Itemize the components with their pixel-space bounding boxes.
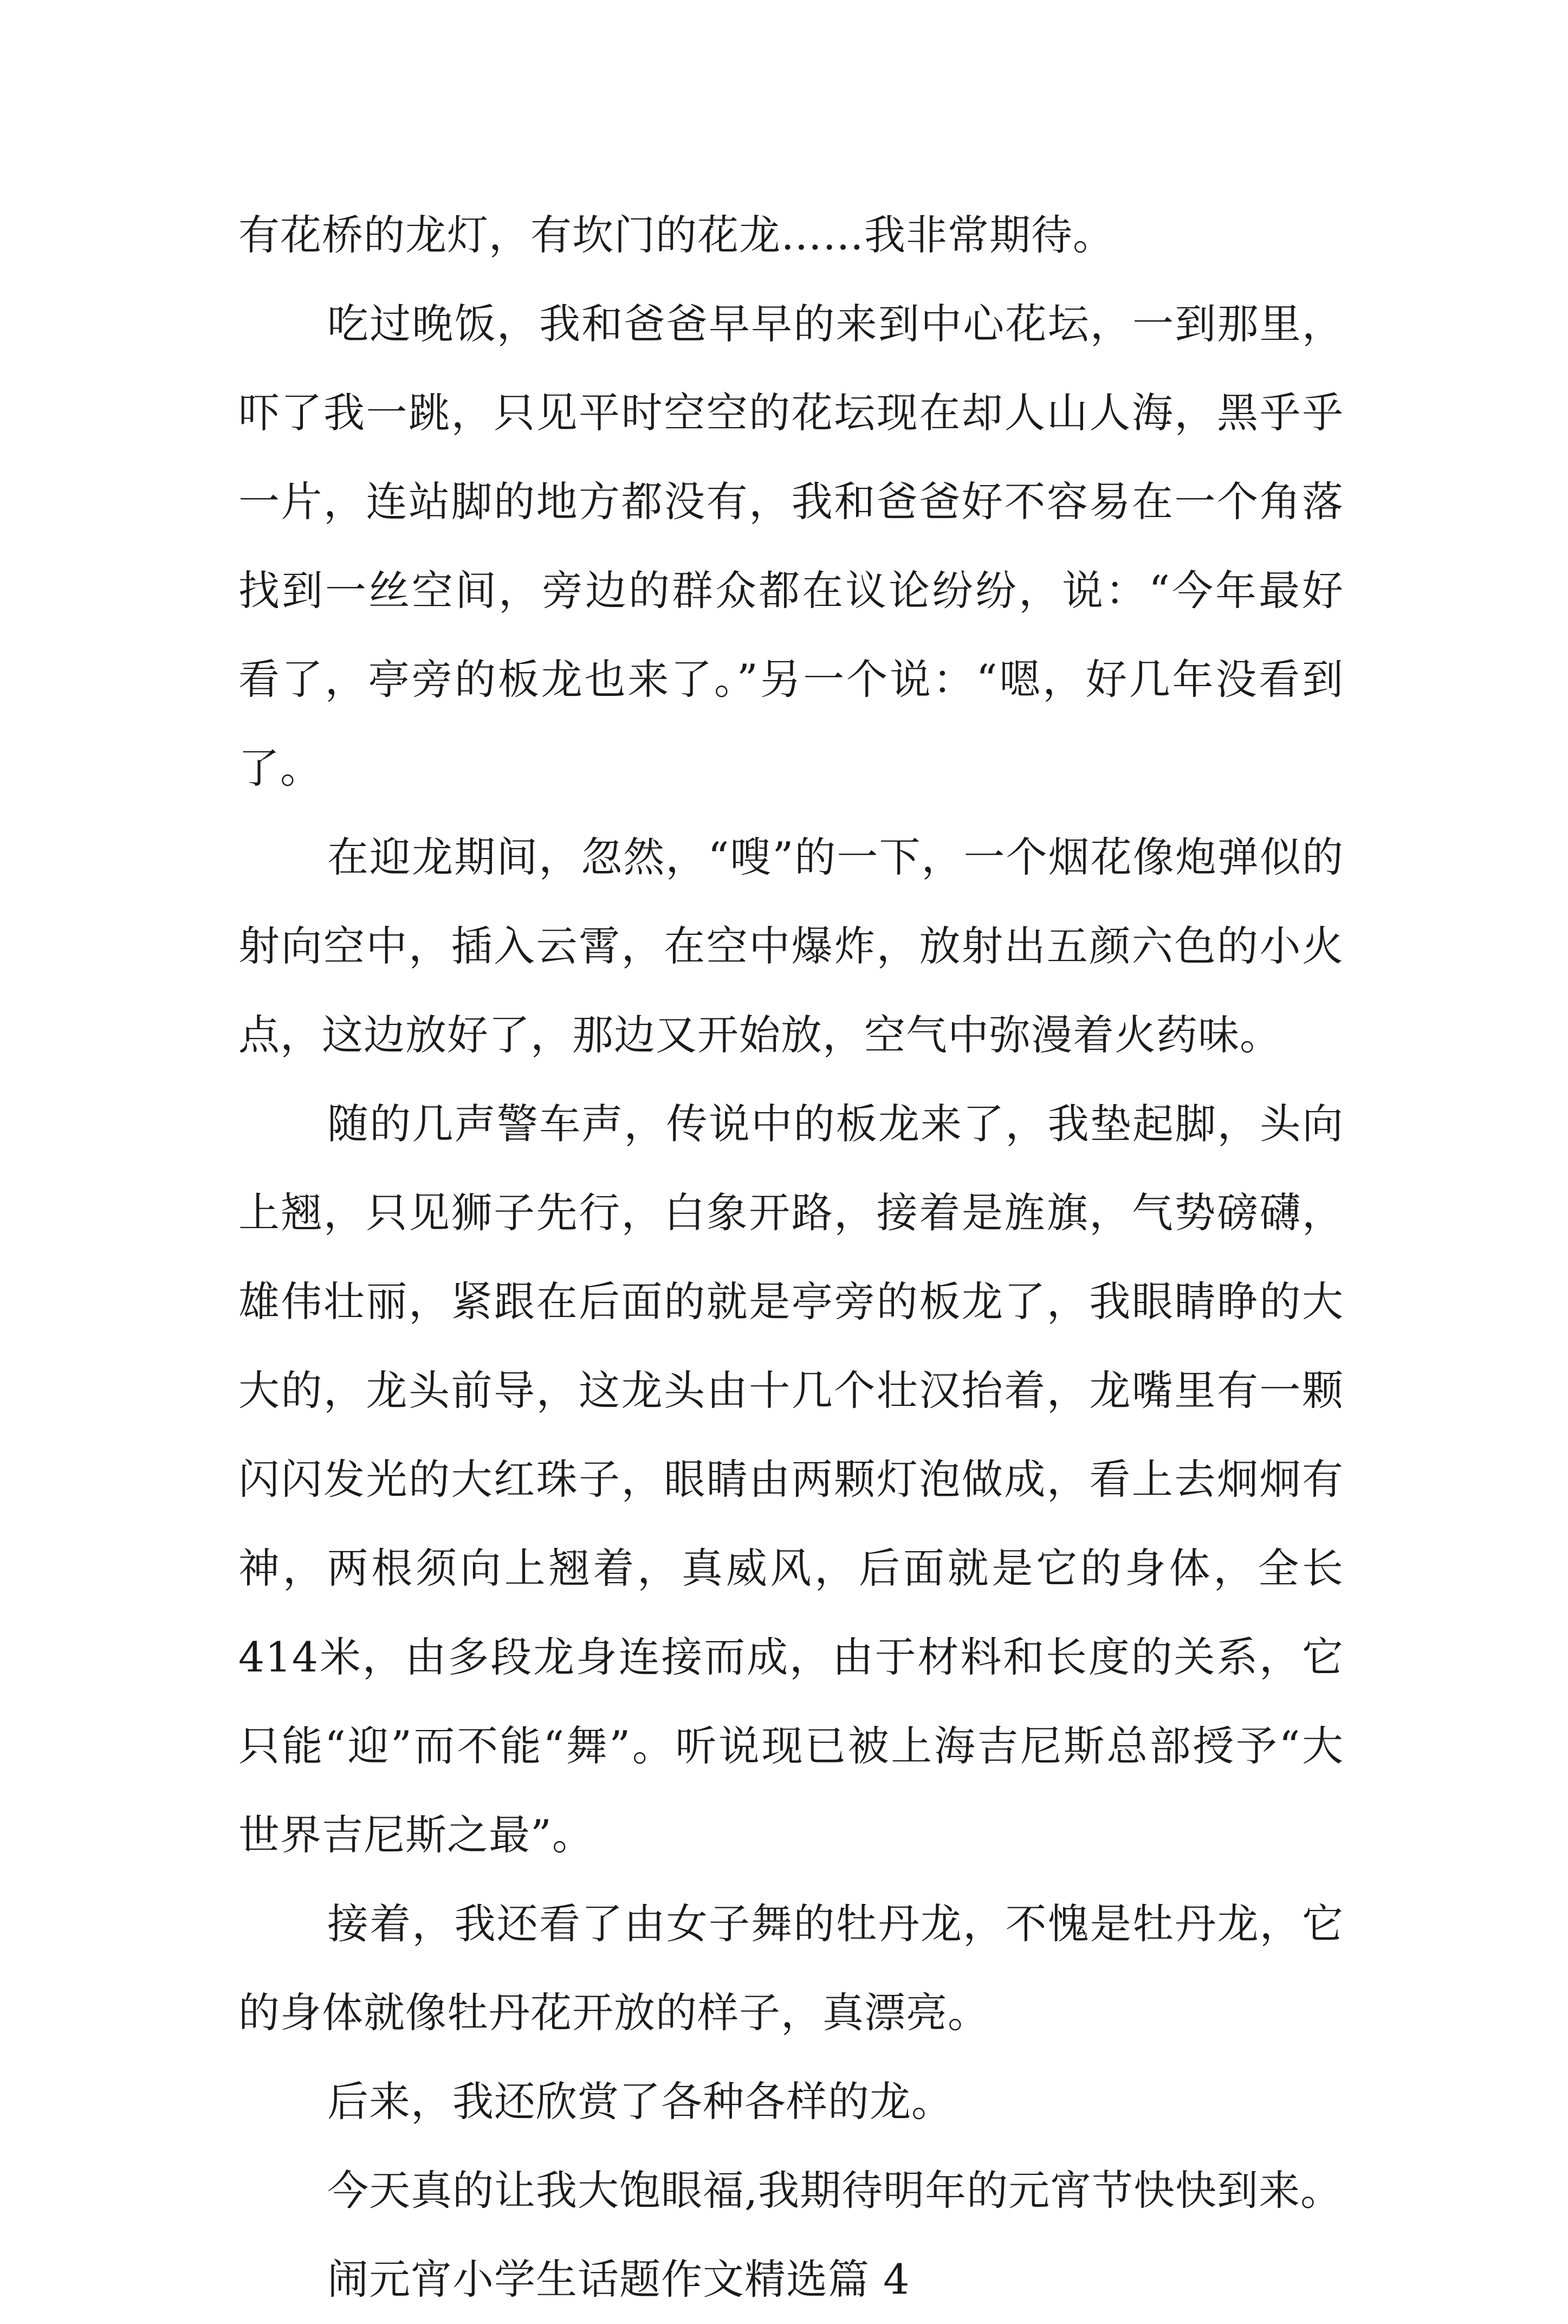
paragraph-dinner-square: 吃过晚饭，我和爸爸早早的来到中心花坛，一到那里，吓了我一跳，只见平时空空的花坛现在却人山人海，黑乎乎一片，连站脚的地方都没有，我和爸爸好不容易在一个角落找到一丝空间，旁边的群众都在议论纷纷，说：“今年最好看了，亭旁的板龙也来了。”另一个说：“嗯，好几年没看到了。	[238, 300, 1344, 792]
paragraph-peony-dragon: 接着，我还看了由女子舞的牡丹龙，不愧是牡丹龙，它的身体就像牡丹花开放的样子，真漂亮。	[238, 1900, 1344, 2037]
section-heading: 闹元宵小学生话题作文精选篇 4	[327, 2255, 910, 2303]
paragraph-continuation: 有花桥的龙灯，有坎门的花龙……我非常期待。	[238, 211, 1115, 259]
paragraph-fireworks: 在迎龙期间，忽然，“嗖”的一下，一个烟花像炮弹似的射向空中，插入云霄，在空中爆炸，放射出五颜六色的小火点，这边放好了，那边又开始放，空气中弥漫着火药味。	[238, 833, 1344, 1059]
document-body	[238, 191, 1344, 2324]
paragraph-conclusion: 今天真的让我大饱眼福,我期待明年的元宵节快快到来。	[327, 2166, 1343, 2215]
paragraph-various-dragons: 后来，我还欣赏了各种各样的龙。	[327, 2077, 953, 2126]
paragraph-board-dragon: 随的几声警车声，传说中的板龙来了，我垫起脚，头向上翘，只见狮子先行，白象开路，接着是旌旗，气势磅礴，雄伟壮丽，紧跟在后面的就是亭旁的板龙了，我眼睛睁的大大的，龙头前导，这龙头由十几个壮汉抬着，龙嘴里有一颗闪闪发光的大红珠子，眼睛由两颗灯泡做成，看上去炯炯有神，两根须向上翘着，真威风，后面就是它的身体，全长414米，由多段龙身连接而成，由于材料和长度的关系，它只能“迎”而不能“舞”。听说现已被上海吉尼斯总部授予“大世界吉尼斯之最”。	[238, 1100, 1344, 1859]
